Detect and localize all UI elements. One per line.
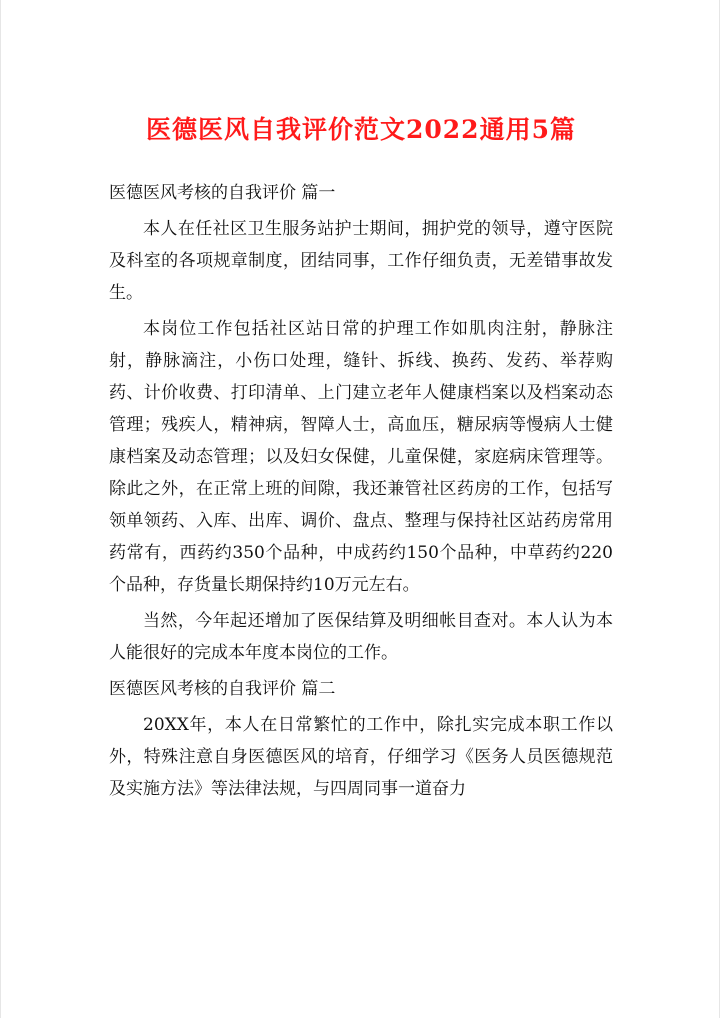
document-body	[109, 177, 613, 809]
section-heading: 医德医风考核的自我评价 篇二	[109, 679, 336, 699]
section-heading: 医德医风考核的自我评价 篇一	[109, 183, 336, 203]
document-title: 医德医风自我评价范文2022通用5篇	[146, 115, 576, 144]
paragraph: 本人在任社区卫生服务站护士期间，拥护党的领导，遵守医院及科室的各项规章制度，团结同事，工作仔细负责，无差错事故发生。	[109, 219, 613, 303]
paragraph: 20XX年，本人在日常繁忙的工作中，除扎实完成本职工作以外，特殊注意自身医德医风的培育，仔细学习《医务人员医德规范及实施方法》等法律法规，与四周同事一道奋力	[109, 715, 613, 799]
paragraph: 本岗位工作包括社区站日常的护理工作如肌肉注射，静脉注射，静脉滴注，小伤口处理，缝针、拆线、换药、发药、举荐购药、计价收费、打印清单、上门建立老年人健康档案以及档案动态管理；残疾人，精神病，智障人士，高血压，糖尿病等慢病人士健康档案及动态管理；以及妇女保健，儿童保健，家庭病床管理等。除此之外，在正常上班的间隙，我还兼管社区药房的工作，包括写领单领药、入库、出库、调价、盘点、整理与保持社区站药房常用药常有，西药约350个品种，中成药约150个品种，中草药约220个品种，存货量长期保持约10万元左右。	[109, 319, 613, 595]
paragraph: 当然，今年起还增加了医保结算及明细帐目查对。本人认为本人能很好的完成本年度本岗位的工作。	[109, 611, 613, 663]
